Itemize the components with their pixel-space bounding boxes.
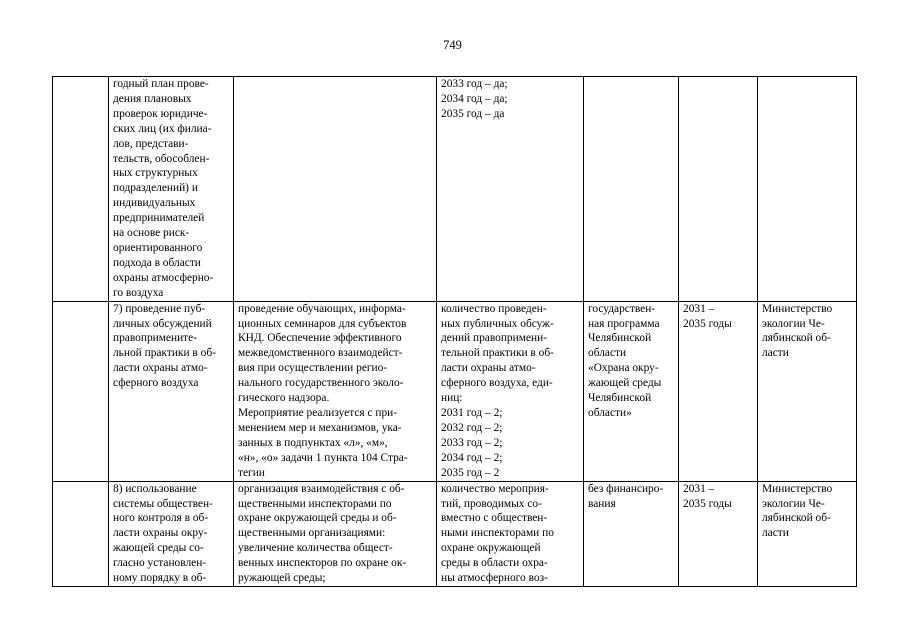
event-text: 7) проведение пуб- личных обсуждений правопримените- льной практики в об- ласти охраны атмо- сферного воздуха (113, 302, 216, 390)
executor-cell (758, 77, 857, 302)
indicator-text: количество мероприя- тий, проводимых со- вместно с обществен- ными инспекторами по охране окружающей среды в области охра- ны атмосферного воз- (441, 482, 554, 585)
content-paragraph: организация взаимодействия с об- щественными инспекторами по охране окружающей среды и об- щественными организациями: (238, 482, 405, 540)
period-cell (679, 77, 758, 302)
content-cell (234, 77, 437, 302)
source-cell (584, 481, 679, 586)
table-row (53, 301, 857, 481)
indicator-cell (437, 481, 584, 586)
source-text: без финансиро- вания (588, 482, 664, 510)
executor-cell (758, 481, 857, 586)
content-cell (234, 301, 437, 481)
measures-table (52, 76, 857, 587)
event-cell (109, 481, 234, 586)
page-number: 749 (443, 38, 462, 52)
row-number-cell (53, 481, 109, 586)
content-paragraph: проведение обучающих, информа- ционных семинаров для субъектов КНД. Обеспечение эффективного межведомственного взаимодейст- вия при осуществлении регио- нального государственного эколо- гического надзора. (238, 302, 407, 405)
indicator-text: 2033 год – да; 2034 год – да; 2035 год – да (441, 78, 508, 120)
indicator-text: количество проведен- ных публичных обсуж- дений правопримени- тельной практики в об- ласти охраны атмо- сферного воздуха, еди- ниц: 2031 год – 2; 2032 год – 2; 2033 год – 2; 2034 год – 2; 2035 год – 2 (441, 302, 554, 479)
period-text: 2031 – 2035 годы (683, 302, 732, 330)
row-number-cell (53, 301, 109, 481)
event-text: годный план прове- дения плановых проверок юридиче- ских лиц (их филиа- лов, представи- тельств, обособлен- ных структурных подразделений) и индивидуальных предпринимателей на основе риск- ориентированного подхода в области охраны атмосферно- го воздуха (113, 78, 214, 299)
executor-text: Министерство экологии Че- лябинской об- ласти (762, 302, 833, 360)
event-cell (109, 301, 234, 481)
period-text: 2031 – 2035 годы (683, 482, 732, 510)
indicator-cell (437, 77, 584, 302)
executor-cell (758, 301, 857, 481)
source-text: государствен- ная программа Челябинской области «Охрана окру- жающей среды Челябинской области» (588, 302, 662, 419)
period-cell (679, 481, 758, 586)
source-cell (584, 301, 679, 481)
source-cell (584, 77, 679, 302)
content-paragraph: Мероприятие реализуется с при- менением мер и механизмов, ука- занных в подпунктах «л», «м», «н», «о» задачи 1 пункта 104 Стра- тегии (238, 406, 408, 479)
event-text: 8) использование системы обществен- ного контроля в об- ласти охраны окру- жающей среды со- гласно установлен- ному порядку в об- (113, 482, 213, 585)
row-number-cell (53, 77, 109, 302)
period-cell (679, 301, 758, 481)
event-cell (109, 77, 234, 302)
table-row (53, 481, 857, 586)
executor-text: Министерство экологии Че- лябинской об- ласти (762, 482, 833, 540)
indicator-cell (437, 301, 584, 481)
content-paragraph: увеличение количества общест- венных инспекторов по охране ок- ружающей среды; (238, 542, 407, 585)
table-row (53, 77, 857, 302)
content-cell (234, 481, 437, 586)
